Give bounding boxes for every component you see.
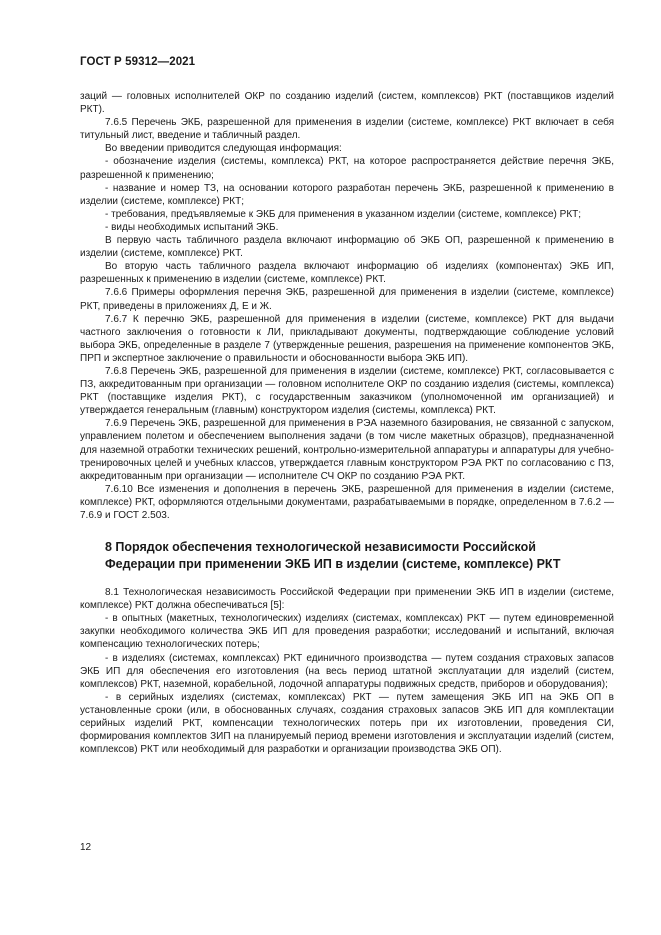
list-item-serial: - в серийных изделиях (системах, комплексах) РКТ — путем замещения ЭКБ ИП на ЭКБ ОП в установленные сроки (или, в обоснованных случаях, создания страховых запасов ЭКБ ИП для комплектации серийных изделий РКТ, компенсации технологических потерь при их изготовлении, проведения СИ, формирования комплектов ЗИП на планируемый период времени изготовления и эксплуатации изделий (систем, комплексов) РКТ или необходимый для разработки и организации производства ЭКБ ОП). <box>80 691 614 756</box>
paragraph-7-6-8: 7.6.8 Перечень ЭКБ, разрешенной для применения в изделии (системе, комплексе) РКТ, согласовывается с ПЗ, аккредитованным при организации — головном исполнителе ОКР по созданию изделия (системы, комплекса) РКТ (поставщике изделия РКТ), с государственным заказчиком (уполномоченной им организацией) и утверждается генеральным (главным) конструктором изделия (системы, комплекса) РКТ. <box>80 365 614 417</box>
list-item-tz-name: - название и номер ТЗ, на основании которого разработан перечень ЭКБ, разрешенной к применению в изделии (системе, комплексе) РКТ; <box>80 182 614 207</box>
paragraph-7-6-7: 7.6.7 К перечню ЭКБ, разрешенной для применения в изделии (системе, комплексе) РКТ для выдачи частного заключения о готовности к ЛИ, прикладывают документы, подтверждающие соблюдение условий выбора ЭКБ, определенные в разделе 7 (утвержденные решения, разрешения на применение компонентов ЭКБ, ПРП и экспертное заключение о правильности и обоснованности выбора ЭКБ ИП). <box>80 313 614 364</box>
document-code-header: ГОСТ Р 59312—2021 <box>80 56 196 68</box>
paragraph-7-6-9: 7.6.9 Перечень ЭКБ, разрешенной для применения в РЭА наземного базирования, не связанной с запуском, управлением полетом и обеспечением выполнения задачи (в том числе макетных образцов), предназначенной для наземной отработки технических решений, контрольно-измерительной аппаратуры и аппаратуры для учебно-тренировочных целей и учебных классов, утверждается главным конструктором РЭА РКТ по согласованию с ПЗ, аккредитованным при организации — исполнителе СЧ ОКР по созданию РЭА РКТ. <box>80 418 614 482</box>
list-item-single-production: - в изделиях (системах, комплексах) РКТ единичного производства — путем создания страховых запасов ЭКБ ИП для обеспечения его изготовления (на весь период штатной эксплуатации для изделий (систем, комплексов) РКТ, наземной, корабельной, лодочной аппаратуры подвижных средств, приборов и оборудования); <box>80 652 614 690</box>
list-item-prototype: - в опытных (макетных, технологических) изделиях (системах, комплексах) РКТ — путем единовременной закупки необходимого количества ЭКБ ИП для проведения разработки; исследований и испытаний, включая компенсацию технологических потерь; <box>80 613 614 651</box>
paragraph-7-6-6: 7.6.6 Примеры оформления перечня ЭКБ, разрешенной для применения в изделии (системе, комплексе) РКТ, приведены в приложениях Д, Е и Ж. <box>80 287 614 312</box>
paragraph-8-1: 8.1 Технологическая независимость Российской Федерации при применении ЭКБ ИП в изделии (системе, комплексе) РКТ должна обеспечиваться [5]: <box>80 587 614 612</box>
section-8-title <box>80 539 614 573</box>
list-item-designation: - обозначение изделия (системы, комплекса) РКТ, на которое распространяется действие перечня ЭКБ, разрешенной к применению; <box>80 156 614 181</box>
paragraph-table-part-2: Во вторую часть табличного раздела включают информацию об изделиях (компонентах) ЭКБ ИП, разрешенных к применению в изделии (системе, комплексе) РКТ. <box>80 261 614 286</box>
paragraph-intro-info: Во введении приводится следующая информация: <box>105 143 342 155</box>
list-item-requirements: - требования, предъявляемые к ЭКБ для применения в указанном изделии (системе, комплексе) РКТ; <box>105 208 582 220</box>
page-number: 12 <box>80 842 92 853</box>
document-body <box>80 90 614 756</box>
paragraph-table-part-1: В первую часть табличного раздела включают информацию об ЭКБ ОП, разрешенной к применению в изделии (системе, комплексе) РКТ. <box>80 235 614 260</box>
list-item-tests: - виды необходимых испытаний ЭКБ. <box>105 221 279 233</box>
paragraph-7-6-5: 7.6.5 Перечень ЭКБ, разрешенной для применения в изделии (системе, комплексе) РКТ включает в себя титульный лист, введение и табличный раздел. <box>80 117 614 142</box>
section-8-title-line-1: 8 Порядок обеспечения технологической независимости Российской <box>105 540 536 555</box>
paragraph-continuation: заций — головных исполнителей ОКР по созданию изделий (систем, комплексов) РКТ (поставщиков изделий РКТ). <box>80 91 614 116</box>
paragraph-7-6-10: 7.6.10 Все изменения и дополнения в перечень ЭКБ, разрешенной для применения в изделии (системе, комплексе) РКТ, оформляются отдельными документами, разрабатываемыми в порядке, определенном в 7.6.2 — 7.6.9 и ГОСТ 2.503. <box>80 483 614 521</box>
section-8-title-line-2: Федерации при применении ЭКБ ИП в изделии (системе, комплексе) РКТ <box>105 557 561 572</box>
